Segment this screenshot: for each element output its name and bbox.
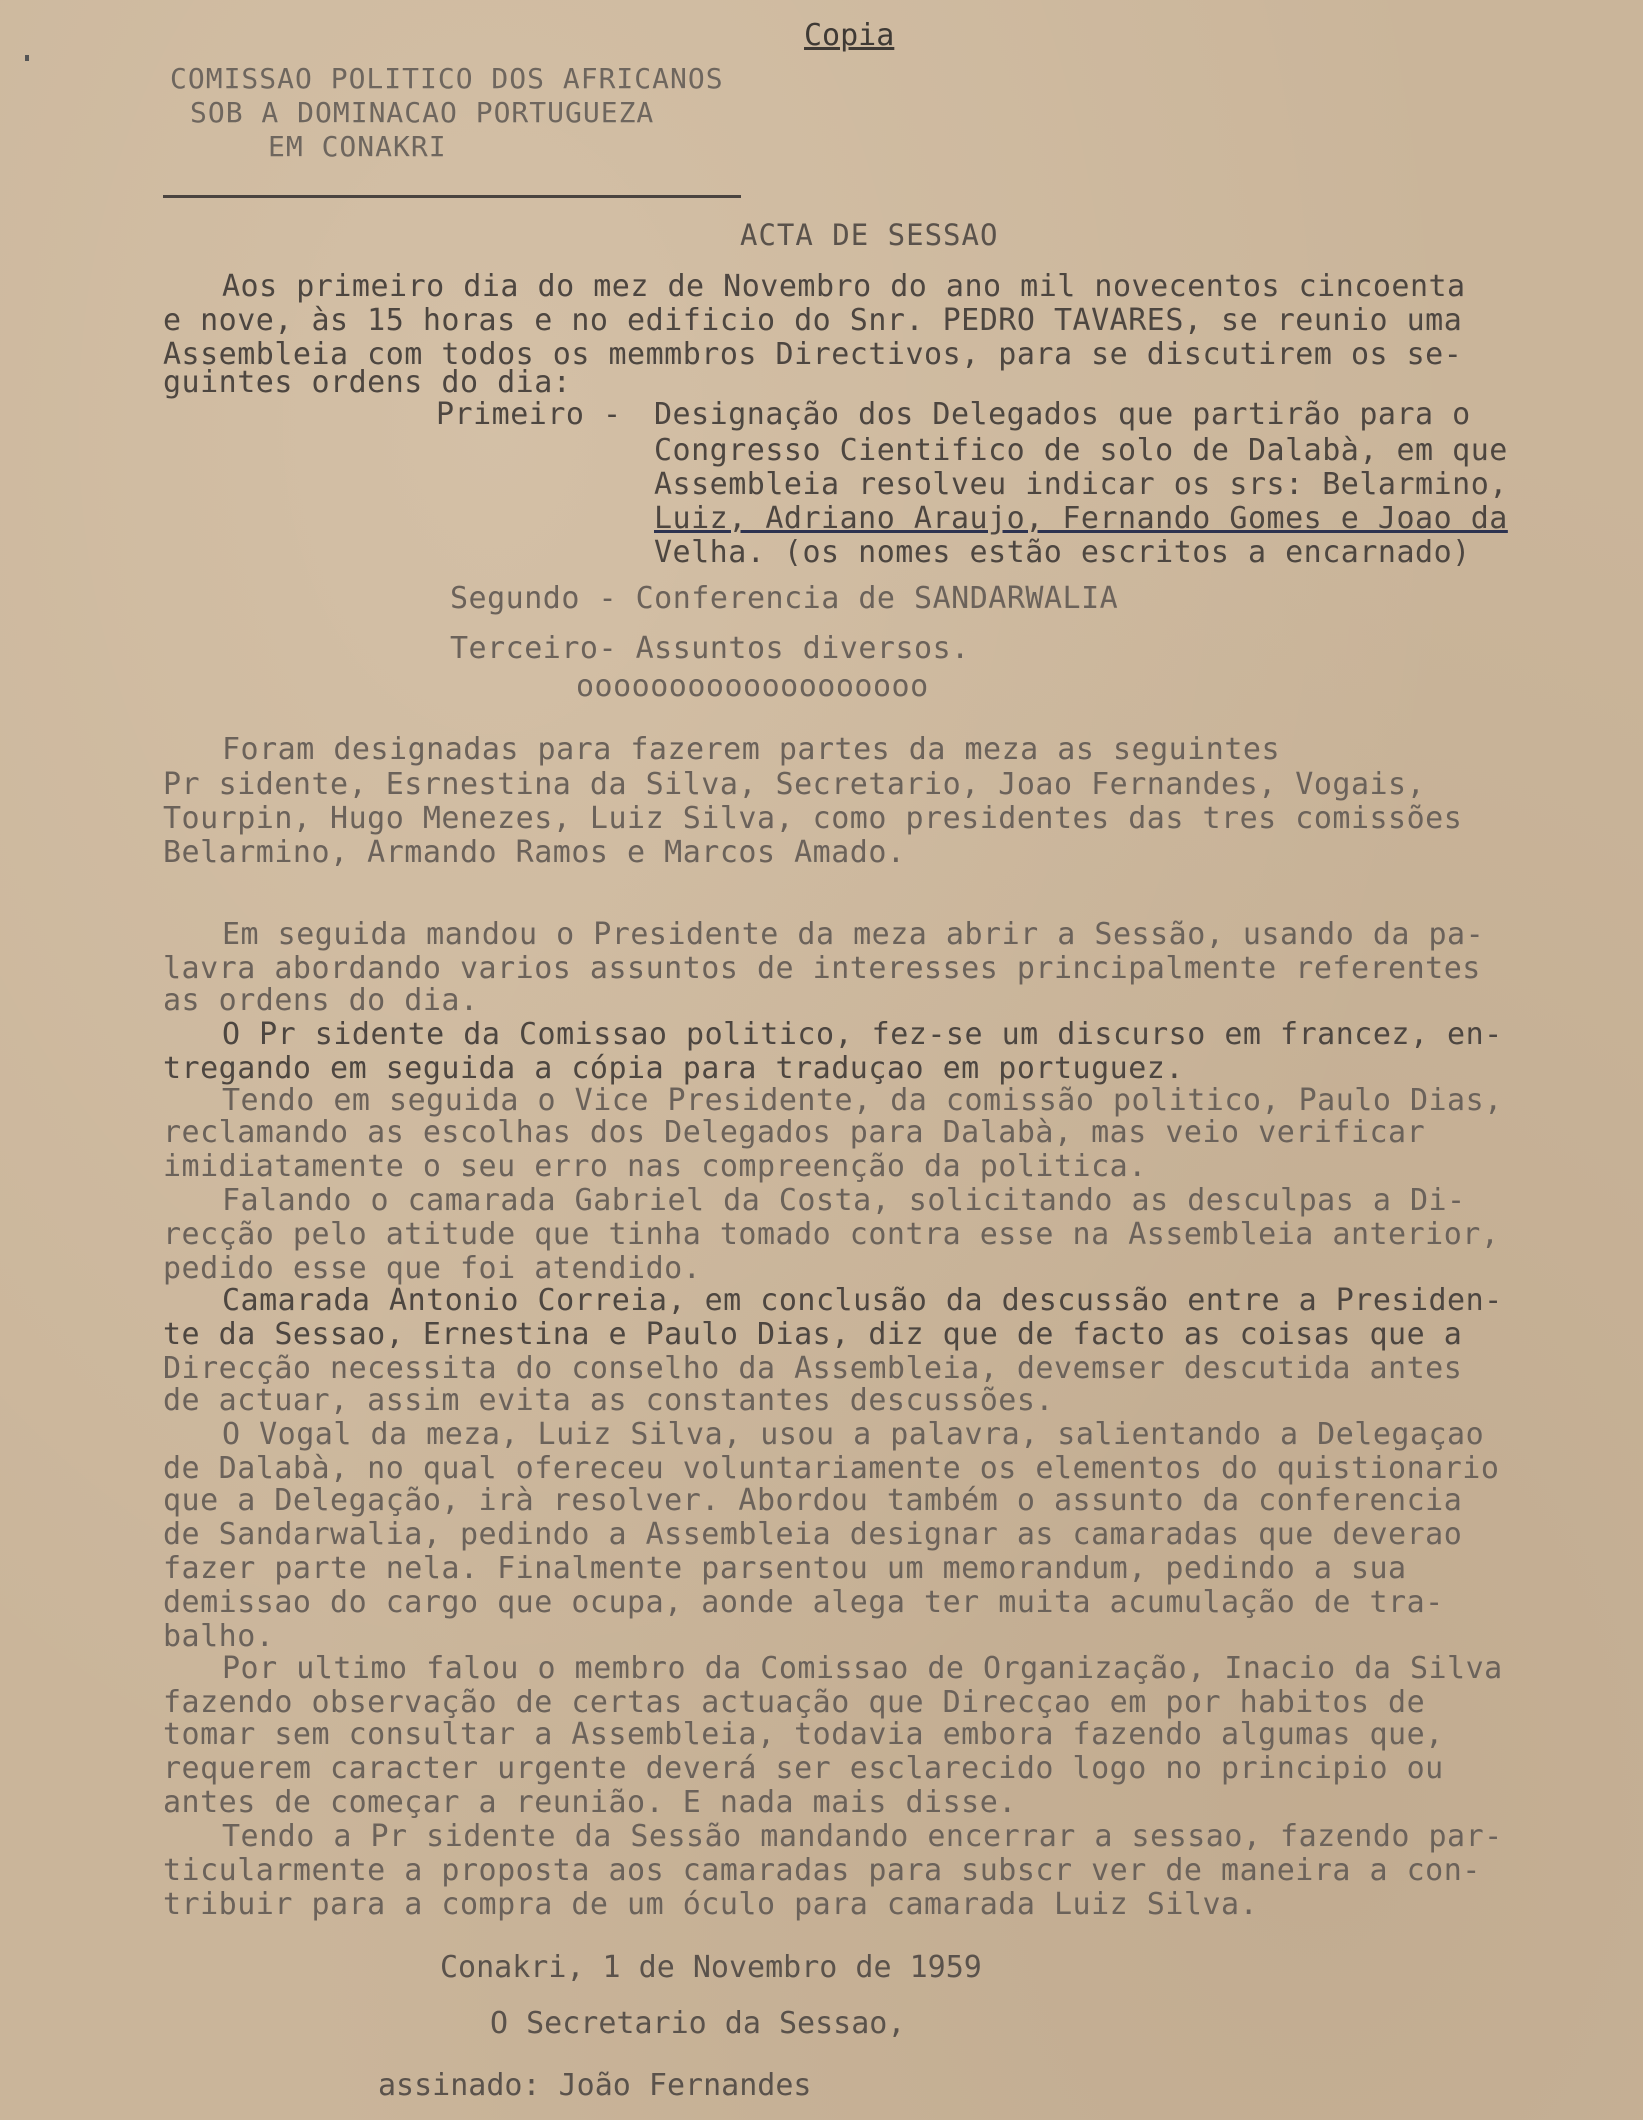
text-line: Em seguida mandou o Presidente da meza abrir a Sessão, usando da pa- <box>222 917 1485 952</box>
agenda-first-text: Luiz, Adriano Araujo, Fernando Gomes e Joao da <box>654 501 1508 536</box>
scan-speck <box>25 55 29 61</box>
text-line: tribuir para a compra de um óculo para camarada Luiz Silva. <box>163 1887 1259 1922</box>
agenda-first-text: Congresso Cientifico de solo de Dalabà, em que <box>654 433 1508 468</box>
text-line: Tendo em seguida o Vice Presidente, da comissão politico, Paulo Dias, <box>222 1083 1503 1118</box>
text-line: Por ultimo falou o membro da Comissao de Organização, Inacio da Silva <box>222 1651 1503 1686</box>
text-line: Camarada Antonio Correia, em conclusão da descussão entre a Presiden- <box>222 1283 1503 1318</box>
text-line: lavra abordando varios assuntos de interesses principalmente referentes <box>163 951 1481 986</box>
agenda-first-label: Primeiro - <box>436 397 622 432</box>
text-line: tomar sem consultar a Assembleia, todavia embora fazendo algumas que, <box>163 1717 1444 1752</box>
header-line-1: COMISSAO POLITICO DOS AFRICANOS <box>170 62 724 95</box>
text-line: e nove, às 15 horas e no edificio do Snr. PEDRO TAVARES, se reunio uma <box>163 303 1463 338</box>
text-line: te da Sessao, Ernestina e Paulo Dias, diz que de facto as coisas que a <box>163 1317 1463 1352</box>
text-line: que a Delegação, irà resolver. Abordou também o assunto da conferencia <box>163 1483 1463 1518</box>
signed-line: assinado: João Fernandes <box>378 2068 812 2103</box>
text-line: ticularmente a proposta aos camaradas para subscr ver de maneira a con- <box>163 1853 1481 1888</box>
text-line: de Dalabà, no qual ofereceu voluntariamente os elementos do quistionario <box>163 1451 1500 1486</box>
text-line: Aos primeiro dia do mez de Novembro do ano mil novecentos cincoenta <box>222 269 1466 304</box>
text-line: balho. <box>163 1619 275 1654</box>
text-line: Pr sidente, Esrnestina da Silva, Secretario, Joao Fernandes, Vogais, <box>163 767 1426 802</box>
text-line: fazer parte nela. Finalmente parsentou um memorandum, pedindo a sua <box>163 1551 1407 1586</box>
separator-line: ooooooooooooooooooo <box>576 669 929 704</box>
text-line: guintes ordens do dia: <box>163 365 572 400</box>
header-rule <box>163 195 741 198</box>
agenda-first-text: Designação dos Delegados que partirão para o <box>654 397 1471 432</box>
agenda-second: Segundo - Conferencia de SANDARWALIA <box>450 581 1119 616</box>
text-line: Direcção necessita do conselho da Assembleia, devemser descutida antes <box>163 1351 1463 1386</box>
text-line: Falando o camarada Gabriel da Costa, solicitando as desculpas a Di- <box>222 1183 1466 1218</box>
agenda-third: Terceiro- Assuntos diversos. <box>450 631 970 666</box>
text-line: O Vogal da meza, Luiz Silva, usou a palavra, salientando a Delegaçao <box>222 1417 1485 1452</box>
secretary-label: O Secretario da Sessao, <box>490 2006 906 2041</box>
text-line: O Pr sidente da Comissao politico, fez-se um discurso em francez, en- <box>222 1017 1503 1052</box>
text-line: Foram designadas para fazerem partes da meza as seguintes <box>222 732 1281 767</box>
document-title: ACTA DE SESSAO <box>740 218 999 252</box>
text-line: antes de começar a reunião. E nada mais disse. <box>163 1785 1017 1820</box>
text-line: pedido esse que foi atendido. <box>163 1251 702 1286</box>
text-line: tregando em seguida a cópia para traduçao em portuguez. <box>163 1051 1184 1086</box>
copy-label: Copia <box>804 18 895 53</box>
place-date: Conakri, 1 de Novembro de 1959 <box>440 1950 982 1985</box>
text-line: de actuar, assim evita as constantes descussões. <box>163 1383 1054 1418</box>
header-line-3: EM CONAKRI <box>268 130 447 163</box>
text-line: demissao do cargo que ocupa, aonde alega ter muita acumulação de tra- <box>163 1585 1444 1620</box>
agenda-first-text: Velha. (os nomes estão escritos a encarnado) <box>654 535 1471 570</box>
text-line: fazendo observação de certas actuação que Direcçao em por habitos de <box>163 1685 1426 1720</box>
header-line-2: SOB A DOMINACAO PORTUGUEZA <box>190 96 655 129</box>
text-line: Belarmino, Armando Ramos e Marcos Amado. <box>163 835 906 870</box>
text-line: recção pelo atitude que tinha tomado contra esse na Assembleia anterior, <box>163 1217 1500 1252</box>
text-line: requerem caracter urgente deverá ser esclarecido logo no principio ou <box>163 1751 1444 1786</box>
text-line: as ordens do dia. <box>163 983 479 1018</box>
text-line: Tourpin, Hugo Menezes, Luiz Silva, como presidentes das tres comissões <box>163 801 1463 836</box>
text-line: Tendo a Pr sidente da Sessão mandando encerrar a sessao, fazendo par- <box>222 1819 1503 1854</box>
text-line: imidiatamente o seu erro nas compreenção da politica. <box>163 1149 1147 1184</box>
text-line: Assembleia com todos os memmbros Directivos, para se discutirem os se- <box>163 337 1463 372</box>
text-line: de Sandarwalia, pedindo a Assembleia designar as camaradas que deverao <box>163 1517 1463 1552</box>
agenda-first-text: Assembleia resolveu indicar os srs: Belarmino, <box>654 467 1508 502</box>
text-line: reclamando as escolhas dos Delegados para Dalabà, mas veio verificar <box>163 1115 1426 1150</box>
